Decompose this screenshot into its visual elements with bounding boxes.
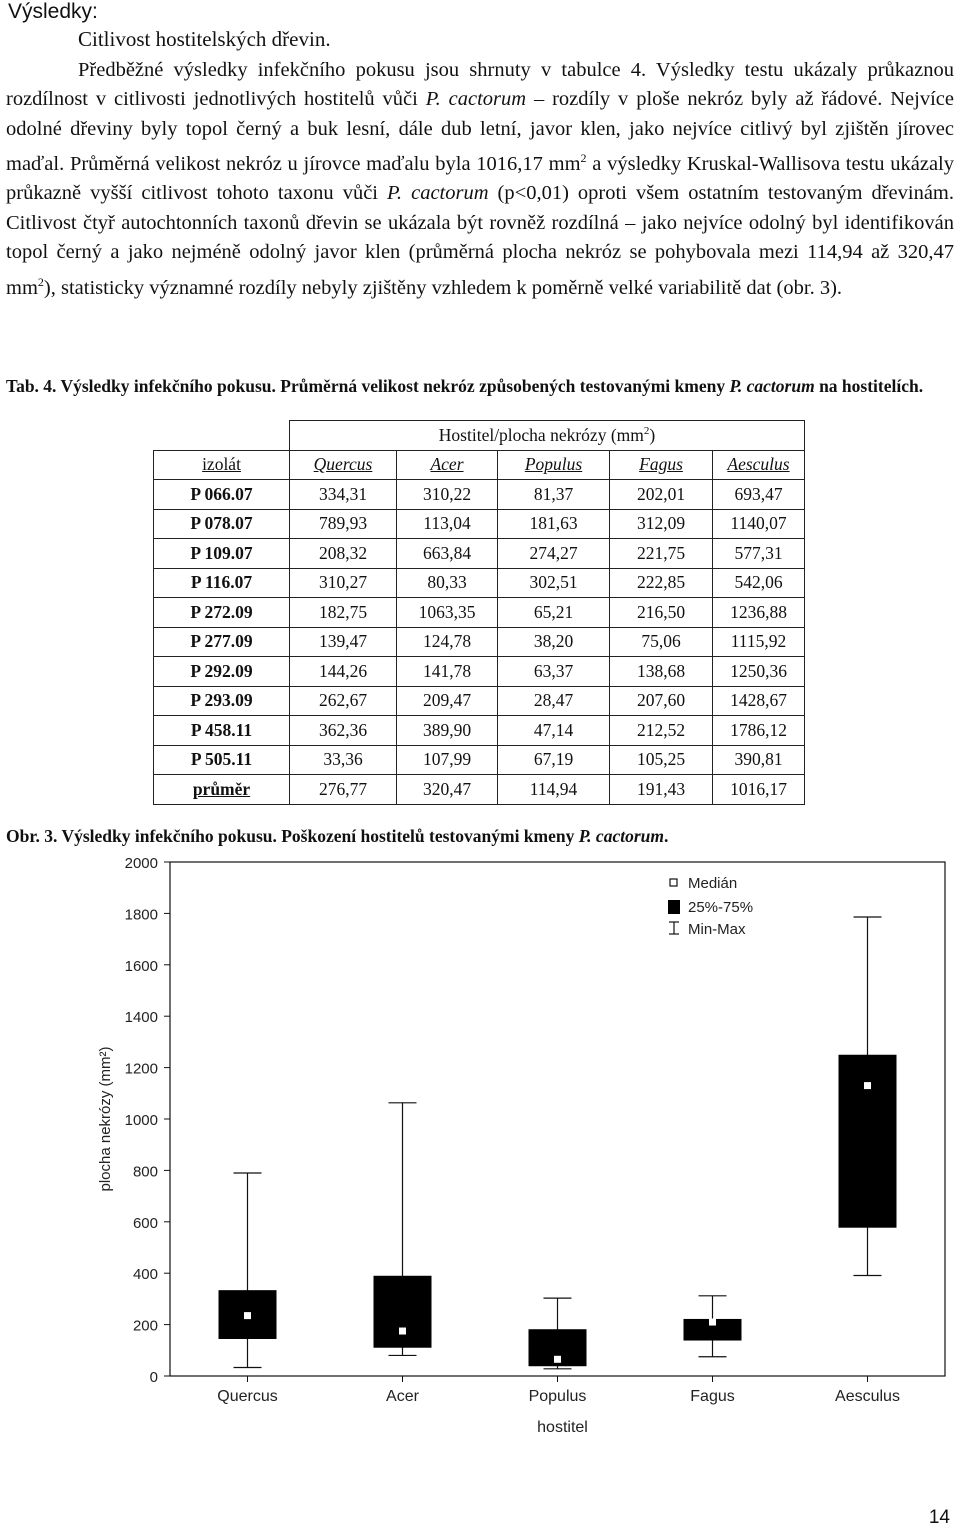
value-cell: 63,37: [498, 657, 610, 687]
value-cell: 390,81: [713, 745, 805, 775]
value-cell: 139,47: [290, 627, 397, 657]
legend-iqr-label: 25%-75%: [688, 899, 754, 916]
column-header: Acer: [397, 450, 498, 480]
value-cell: 105,25: [610, 745, 713, 775]
value-cell: 141,78: [397, 657, 498, 687]
value-cell: 81,37: [498, 480, 610, 510]
isolate-cell: P 505.11: [154, 745, 290, 775]
isolate-cell: P 116.07: [154, 568, 290, 598]
y-axis-label: plocha nekrózy (mm²): [97, 1046, 114, 1192]
value-cell: 33,36: [290, 745, 397, 775]
y-tick-label: 800: [132, 1163, 158, 1181]
table-column-header-row: [154, 450, 805, 480]
y-tick-label: 1800: [124, 906, 158, 924]
value-cell: 144,26: [290, 657, 397, 687]
isolate-cell: P 109.07: [154, 539, 290, 569]
value-cell: 693,47: [713, 480, 805, 510]
x-tick-label: Fagus: [690, 1388, 735, 1405]
y-tick-label: 1200: [124, 1060, 158, 1078]
value-cell: 207,60: [610, 686, 713, 716]
value-cell: 389,90: [397, 716, 498, 746]
y-tick-label: 1000: [124, 1112, 158, 1129]
y-tick-label: 0: [149, 1369, 158, 1386]
value-cell: 181,63: [498, 509, 610, 539]
column-header: Quercus: [290, 450, 397, 480]
value-cell: 67,19: [498, 745, 610, 775]
value-cell: 182,75: [290, 598, 397, 628]
y-tick-label: 1400: [124, 1009, 158, 1027]
value-cell: 1063,35: [397, 598, 498, 628]
value-cell: 216,50: [610, 598, 713, 628]
value-cell: 1428,67: [713, 686, 805, 716]
isolate-cell: P 277.09: [154, 627, 290, 657]
y-tick-label: 1600: [124, 957, 158, 975]
legend-iqr-icon: [668, 900, 680, 914]
y-tick-label: 200: [132, 1317, 158, 1335]
value-cell: 312,09: [610, 509, 713, 539]
column-header: Populus: [498, 450, 610, 480]
value-cell: 114,94: [498, 775, 610, 805]
value-cell: 577,31: [713, 539, 805, 569]
legend-median-label: Medián: [688, 875, 738, 892]
legend-median-icon: [670, 879, 677, 886]
value-cell: 47,14: [498, 716, 610, 746]
median-marker: [709, 1319, 716, 1326]
value-cell: 276,77: [290, 775, 397, 805]
table-row: [154, 686, 805, 716]
table-row: [154, 568, 805, 598]
value-cell: 334,31: [290, 480, 397, 510]
figure-caption: Obr. 3. Výsledky infekčního pokusu. Poškození hostitelů testovanými kmeny P. cactorum.: [6, 826, 669, 846]
median-marker: [399, 1328, 406, 1335]
value-cell: 1786,12: [713, 716, 805, 746]
boxplot-chart: [0, 840, 960, 1450]
value-cell: 208,32: [290, 539, 397, 569]
column-header: Aesculus: [713, 450, 805, 480]
value-cell: 1140,07: [713, 509, 805, 539]
value-cell: 212,52: [610, 716, 713, 746]
value-cell: 1236,88: [713, 598, 805, 628]
x-tick-label: Aesculus: [835, 1388, 900, 1405]
value-cell: 542,06: [713, 568, 805, 598]
table-row: [154, 598, 805, 628]
value-cell: 789,93: [290, 509, 397, 539]
section-subheading: Citlivost hostitelských dřevin.: [78, 27, 331, 51]
x-tick-label: Populus: [528, 1388, 587, 1405]
value-cell: 1016,17: [713, 775, 805, 805]
value-cell: 202,01: [610, 480, 713, 510]
page-number: 14: [928, 1507, 950, 1528]
isolate-cell: průměr: [154, 775, 290, 805]
value-cell: 80,33: [397, 568, 498, 598]
value-cell: 113,04: [397, 509, 498, 539]
value-cell: 302,51: [498, 568, 610, 598]
table-row: [154, 480, 805, 510]
table-row: [154, 627, 805, 657]
iqr-box: [374, 1276, 432, 1348]
isolate-cell: P 292.09: [154, 657, 290, 687]
value-cell: 320,47: [397, 775, 498, 805]
median-marker: [864, 1082, 871, 1089]
section-heading: Výsledky:: [8, 0, 98, 23]
column-header: izolát: [154, 450, 290, 480]
value-cell: 65,21: [498, 598, 610, 628]
median-marker: [244, 1312, 251, 1319]
value-cell: 28,47: [498, 686, 610, 716]
table-row: [154, 745, 805, 775]
iqr-box: [839, 1055, 897, 1228]
value-cell: 310,22: [397, 480, 498, 510]
isolate-cell: P 272.09: [154, 598, 290, 628]
value-cell: 75,06: [610, 627, 713, 657]
results-table: [153, 420, 805, 805]
table-group-header-row: [154, 421, 805, 451]
isolate-cell: P 066.07: [154, 480, 290, 510]
table-row: [154, 775, 805, 805]
table-row: [154, 509, 805, 539]
value-cell: 274,27: [498, 539, 610, 569]
results-paragraph: Předběžné výsledky infekčního pokusu jsou shrnuty v tabulce 4. Výsledky testu ukázaly průkaznou rozdílnost v citlivosti jednotlivých hostitelů vůči P. cactorum – rozdíly v ploše nekróz byly až řádové. Nejvíce odolné dřeviny byly topol černý a buk lesní, dále dub letní, javor klen, jako nejvíce citlivý byl zjištěn jírovec maďal. Průměrná velikost nekróz u jírovce maďalu byla 1016,17 $mm^2$ a výsledky Kruskal-Wallisova testu ukázaly průkazně vyšší citlivost tohoto taxonu vůči P. cactorum (p<0,01) oproti všem ostatním testovaným dřevinám. Citlivost čtyř autochtonních taxonů dřevin se ukázala být rovněž rozdílná – jako nejvíce odolný byl identifikován topol černý a jako nejméně odolný javor klen (průměrná plocha nekróz se pohybovala mezi 114,94 až 320,47 $mm^2$), statisticky významné rozdíly nebyly zjištěny vzhledem k poměrně velké variabilitě dat (obr. 3).: [6, 59, 955, 299]
isolate-cell: P 078.07: [154, 509, 290, 539]
y-tick-label: 600: [132, 1214, 158, 1232]
value-cell: 1115,92: [713, 627, 805, 657]
value-cell: 221,75: [610, 539, 713, 569]
x-tick-label: Quercus: [217, 1388, 278, 1405]
column-header: Fagus: [610, 450, 713, 480]
isolate-cell: P 293.09: [154, 686, 290, 716]
legend-minmax-label: Min-Max: [688, 921, 746, 938]
table-caption: Tab. 4. Výsledky infekčního pokusu. Průměrná velikost nekróz způsobených testovanými kmeny P. cactorum na hostitelích.: [6, 376, 924, 396]
y-tick-label: 2000: [124, 855, 158, 872]
value-cell: 191,43: [610, 775, 713, 805]
value-cell: 222,85: [610, 568, 713, 598]
value-cell: 38,20: [498, 627, 610, 657]
value-cell: 138,68: [610, 657, 713, 687]
value-cell: 124,78: [397, 627, 498, 657]
y-tick-label: 400: [132, 1266, 158, 1284]
median-marker: [554, 1356, 561, 1363]
table-row: [154, 539, 805, 569]
table-group-header: Hostitel/plocha nekrózy $(mm^2)$: [290, 421, 805, 451]
value-cell: 262,67: [290, 686, 397, 716]
table-row: [154, 716, 805, 746]
value-cell: 107,99: [397, 745, 498, 775]
table-row: [154, 657, 805, 687]
value-cell: 1250,36: [713, 657, 805, 687]
value-cell: 362,36: [290, 716, 397, 746]
isolate-cell: P 458.11: [154, 716, 290, 746]
x-axis-label: hostitel: [537, 1419, 588, 1436]
value-cell: 663,84: [397, 539, 498, 569]
value-cell: 310,27: [290, 568, 397, 598]
x-tick-label: Acer: [386, 1388, 419, 1405]
value-cell: 209,47: [397, 686, 498, 716]
